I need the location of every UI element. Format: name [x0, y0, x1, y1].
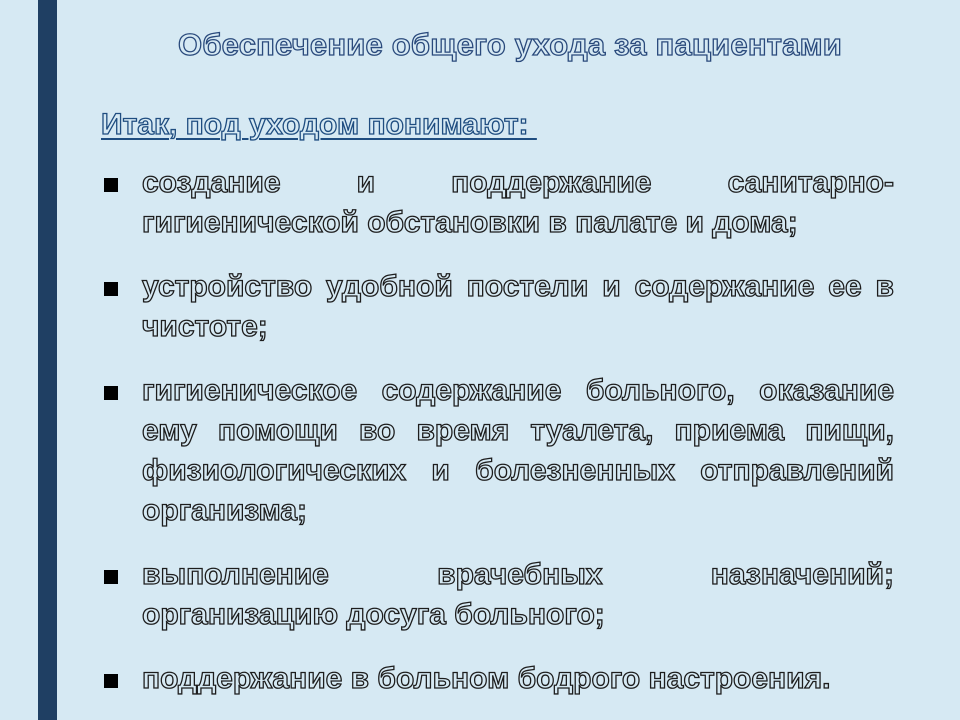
- square-bullet-icon: [104, 282, 118, 296]
- list-item: [101, 371, 894, 531]
- care-list: [101, 163, 894, 699]
- square-bullet-icon: [104, 674, 118, 688]
- list-item: [101, 659, 894, 699]
- intro-heading: Итак, под уходом понимают:: [101, 108, 537, 141]
- list-item-text: устройство удобной постели и содержание ее в чистоте;: [142, 270, 894, 343]
- list-item: [101, 555, 894, 635]
- list-item-text: поддержание в больном бодрого настроения.: [142, 662, 831, 695]
- square-bullet-icon: [104, 386, 118, 400]
- slide-title: Обеспечение общего ухода за пациентами: [178, 27, 842, 62]
- list-item: [101, 163, 894, 243]
- list-item: [101, 267, 894, 347]
- square-bullet-icon: [104, 570, 118, 584]
- list-item-text: выполнение врачебных назначений; организацию досуга больного;: [142, 558, 894, 631]
- square-bullet-icon: [104, 178, 118, 192]
- list-item-text: гигиеническое содержание больного, оказание ему помощи во время туалета, приема пищи, физиологических и болезненных отправлений организма;: [142, 374, 894, 527]
- left-accent-bar: [38, 0, 57, 720]
- list-item-text: создание и поддержание санитарно-гигиенической обстановки в палате и дома;: [142, 166, 894, 239]
